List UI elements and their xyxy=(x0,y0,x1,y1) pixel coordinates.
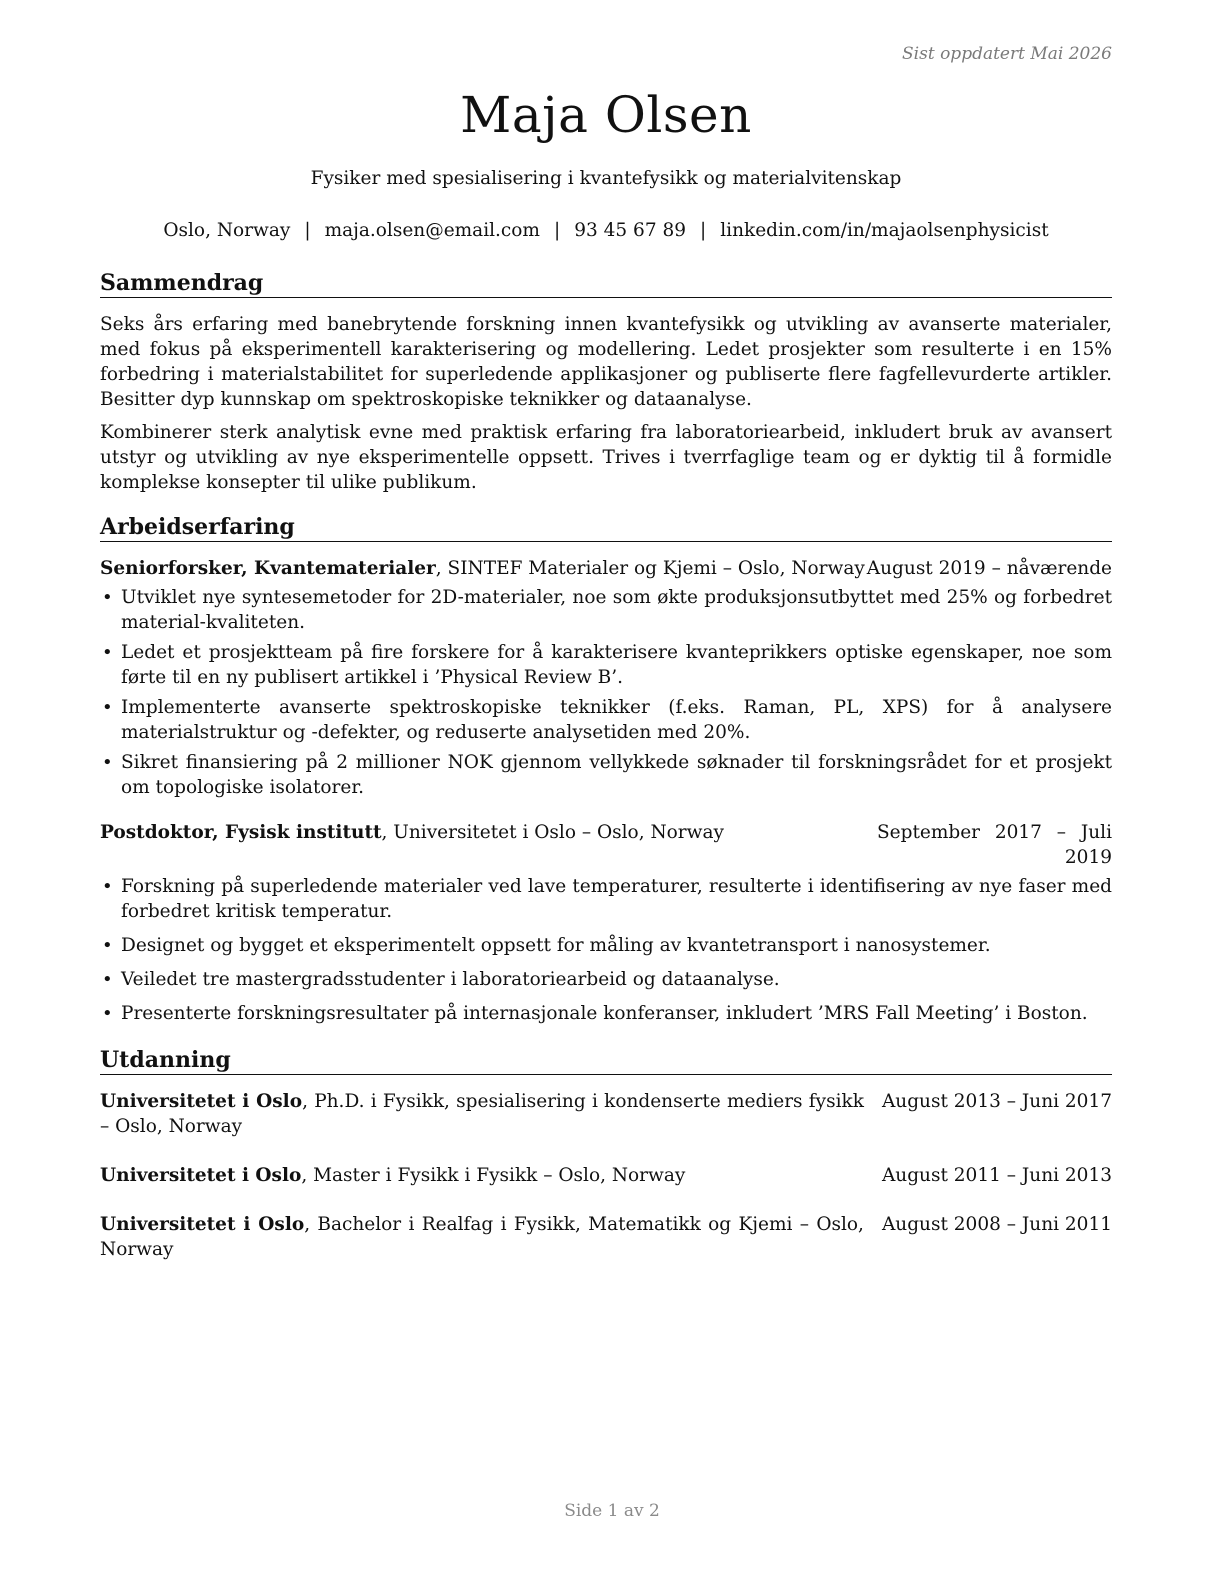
education-date: August 2011 – Juni 2013 xyxy=(881,1165,1112,1186)
job-bullet: • Veiledet tre mastergradsstudenter i laboratoriearbeid og dataanalyse. xyxy=(100,967,1112,992)
job-title-line xyxy=(100,556,865,581)
job-title-line xyxy=(100,820,724,870)
education-school: Universitetet i Oslo xyxy=(100,1091,303,1112)
section-title-education: Utdanning xyxy=(100,1047,1112,1075)
experience-section xyxy=(100,514,1112,1035)
job-bullet: • Utviklet nye syntesemetoder for 2D-materialer, noe som økte produksjonsutbyttet med 25% og forbedret material-kvaliteten. xyxy=(100,585,1112,635)
summary-paragraph: Kombinerer sterk analytisk evne med praktisk erfaring fra laboratoriearbeid, inkludert bruk av avansert utstyr og utvikling av nye eksperimentelle oppsett. Trives i tverrfaglige team og er dyktig til å formidle komplekse konsepter til ulike publikum. xyxy=(100,422,1112,493)
education-text xyxy=(100,1212,882,1262)
section-title-experience: Arbeidserfaring xyxy=(100,514,1112,542)
contact-email[interactable]: maja.olsen@email.com xyxy=(324,220,540,241)
page-number: Side 1 av 2 xyxy=(564,1501,660,1521)
contact-phone[interactable]: 93 45 67 89 xyxy=(574,220,687,241)
contact-linkedin[interactable]: linkedin.com/in/majaolsenphysicist xyxy=(720,220,1049,241)
job-organization: , Universitetet i Oslo – Oslo, Norway xyxy=(381,822,724,843)
job-bullet: • Presenterte forskningsresultater på internasjonale konferanser, inkludert ’MRS Fall Meeting’ i Boston. xyxy=(100,1001,1112,1026)
education-text xyxy=(100,1089,882,1139)
education-date: August 2008 – Juni 2011 xyxy=(881,1214,1112,1235)
job-bullets xyxy=(100,874,1112,1026)
contact-separator: | xyxy=(553,220,561,241)
job-bullet: • Ledet et prosjektteam på fire forskere for å karakterisere kvanteprikkers optiske egenskaper, noe som førte til en ny publisert artikkel i ’Physical Review B’. xyxy=(100,640,1112,690)
job-role: Seniorforsker, Kvantematerialer xyxy=(100,558,436,579)
education-school: Universitetet i Oslo xyxy=(100,1165,302,1186)
job-bullet: • Designet og bygget et eksperimentelt oppsett for måling av kvantetransport i nanosystemer. xyxy=(100,933,1112,958)
education-detail: , Bachelor i Realfag i Fysikk, Matematikk og Kjemi – Oslo, Norway xyxy=(100,1214,864,1260)
summary-section xyxy=(100,270,1112,495)
education-date: August 2013 – Juni 2017 xyxy=(881,1091,1112,1112)
education-detail: , Master i Fysikk i Fysikk – Oslo, Norway xyxy=(301,1165,686,1186)
contact-separator: | xyxy=(304,220,311,241)
job-bullet: • Sikret finansiering på 2 millioner NOK gjennom vellykkede søknader til forskningsrådet for et prosjekt om topologiske isolatorer. xyxy=(100,750,1112,800)
section-title-summary: Sammendrag xyxy=(100,270,1112,298)
tagline: Fysiker med spesialisering i kvantefysikk og materialvitenskap xyxy=(310,168,902,189)
job-role: Postdoktor, Fysisk institutt xyxy=(100,822,382,843)
job-bullets xyxy=(100,585,1112,800)
job-organization: , SINTEF Materialer og Kjemi – Oslo, Norway xyxy=(435,558,865,579)
job-header xyxy=(100,556,1112,581)
education-school: Universitetet i Oslo xyxy=(100,1214,305,1235)
contact-line xyxy=(100,220,1112,241)
education-text xyxy=(100,1163,882,1188)
contact-location: Oslo, Norway xyxy=(163,220,291,241)
job-date: September 2017 – Juli 2019 xyxy=(877,822,1112,868)
education-entry xyxy=(100,1212,1112,1262)
last-updated: Sist oppdatert Mai 2026 xyxy=(902,44,1112,64)
job-bullet: • Forskning på superledende materialer ved lave temperaturer, resulterte i identifisering av nye faser med forbedret kritisk temperatur. xyxy=(100,874,1112,924)
education-entry xyxy=(100,1163,1112,1188)
job-bullet: • Implementerte avanserte spektroskopiske teknikker (f.eks. Raman, PL, XPS) for å analysere materialstruktur og -defekter, og reduserte analysetiden med 20%. xyxy=(100,695,1112,745)
contact-separator: | xyxy=(700,220,707,241)
job-header xyxy=(100,820,1112,870)
education-entry xyxy=(100,1089,1112,1139)
candidate-name: Maja Olsen xyxy=(460,86,752,144)
summary-paragraph: Seks års erfaring med banebrytende forskning innen kvantefysikk og utvikling av avanserte materialer, med fokus på eksperimentell karakterisering og modellering. Ledet prosjekter som resulterte i en 15% forbedring i materialstabilitet for superledende applikasjoner og publiserte flere fagfellevurderte artikler. Besitter dyp kunnskap om spektroskopiske teknikker og dataanalyse. xyxy=(100,314,1112,410)
education-detail: , Ph.D. i Fysikk, spesialisering i kondenserte mediers fysikk – Oslo, Norway xyxy=(100,1091,864,1137)
education-section xyxy=(100,1047,1112,1262)
job-date: August 2019 – nåværende xyxy=(866,558,1112,579)
